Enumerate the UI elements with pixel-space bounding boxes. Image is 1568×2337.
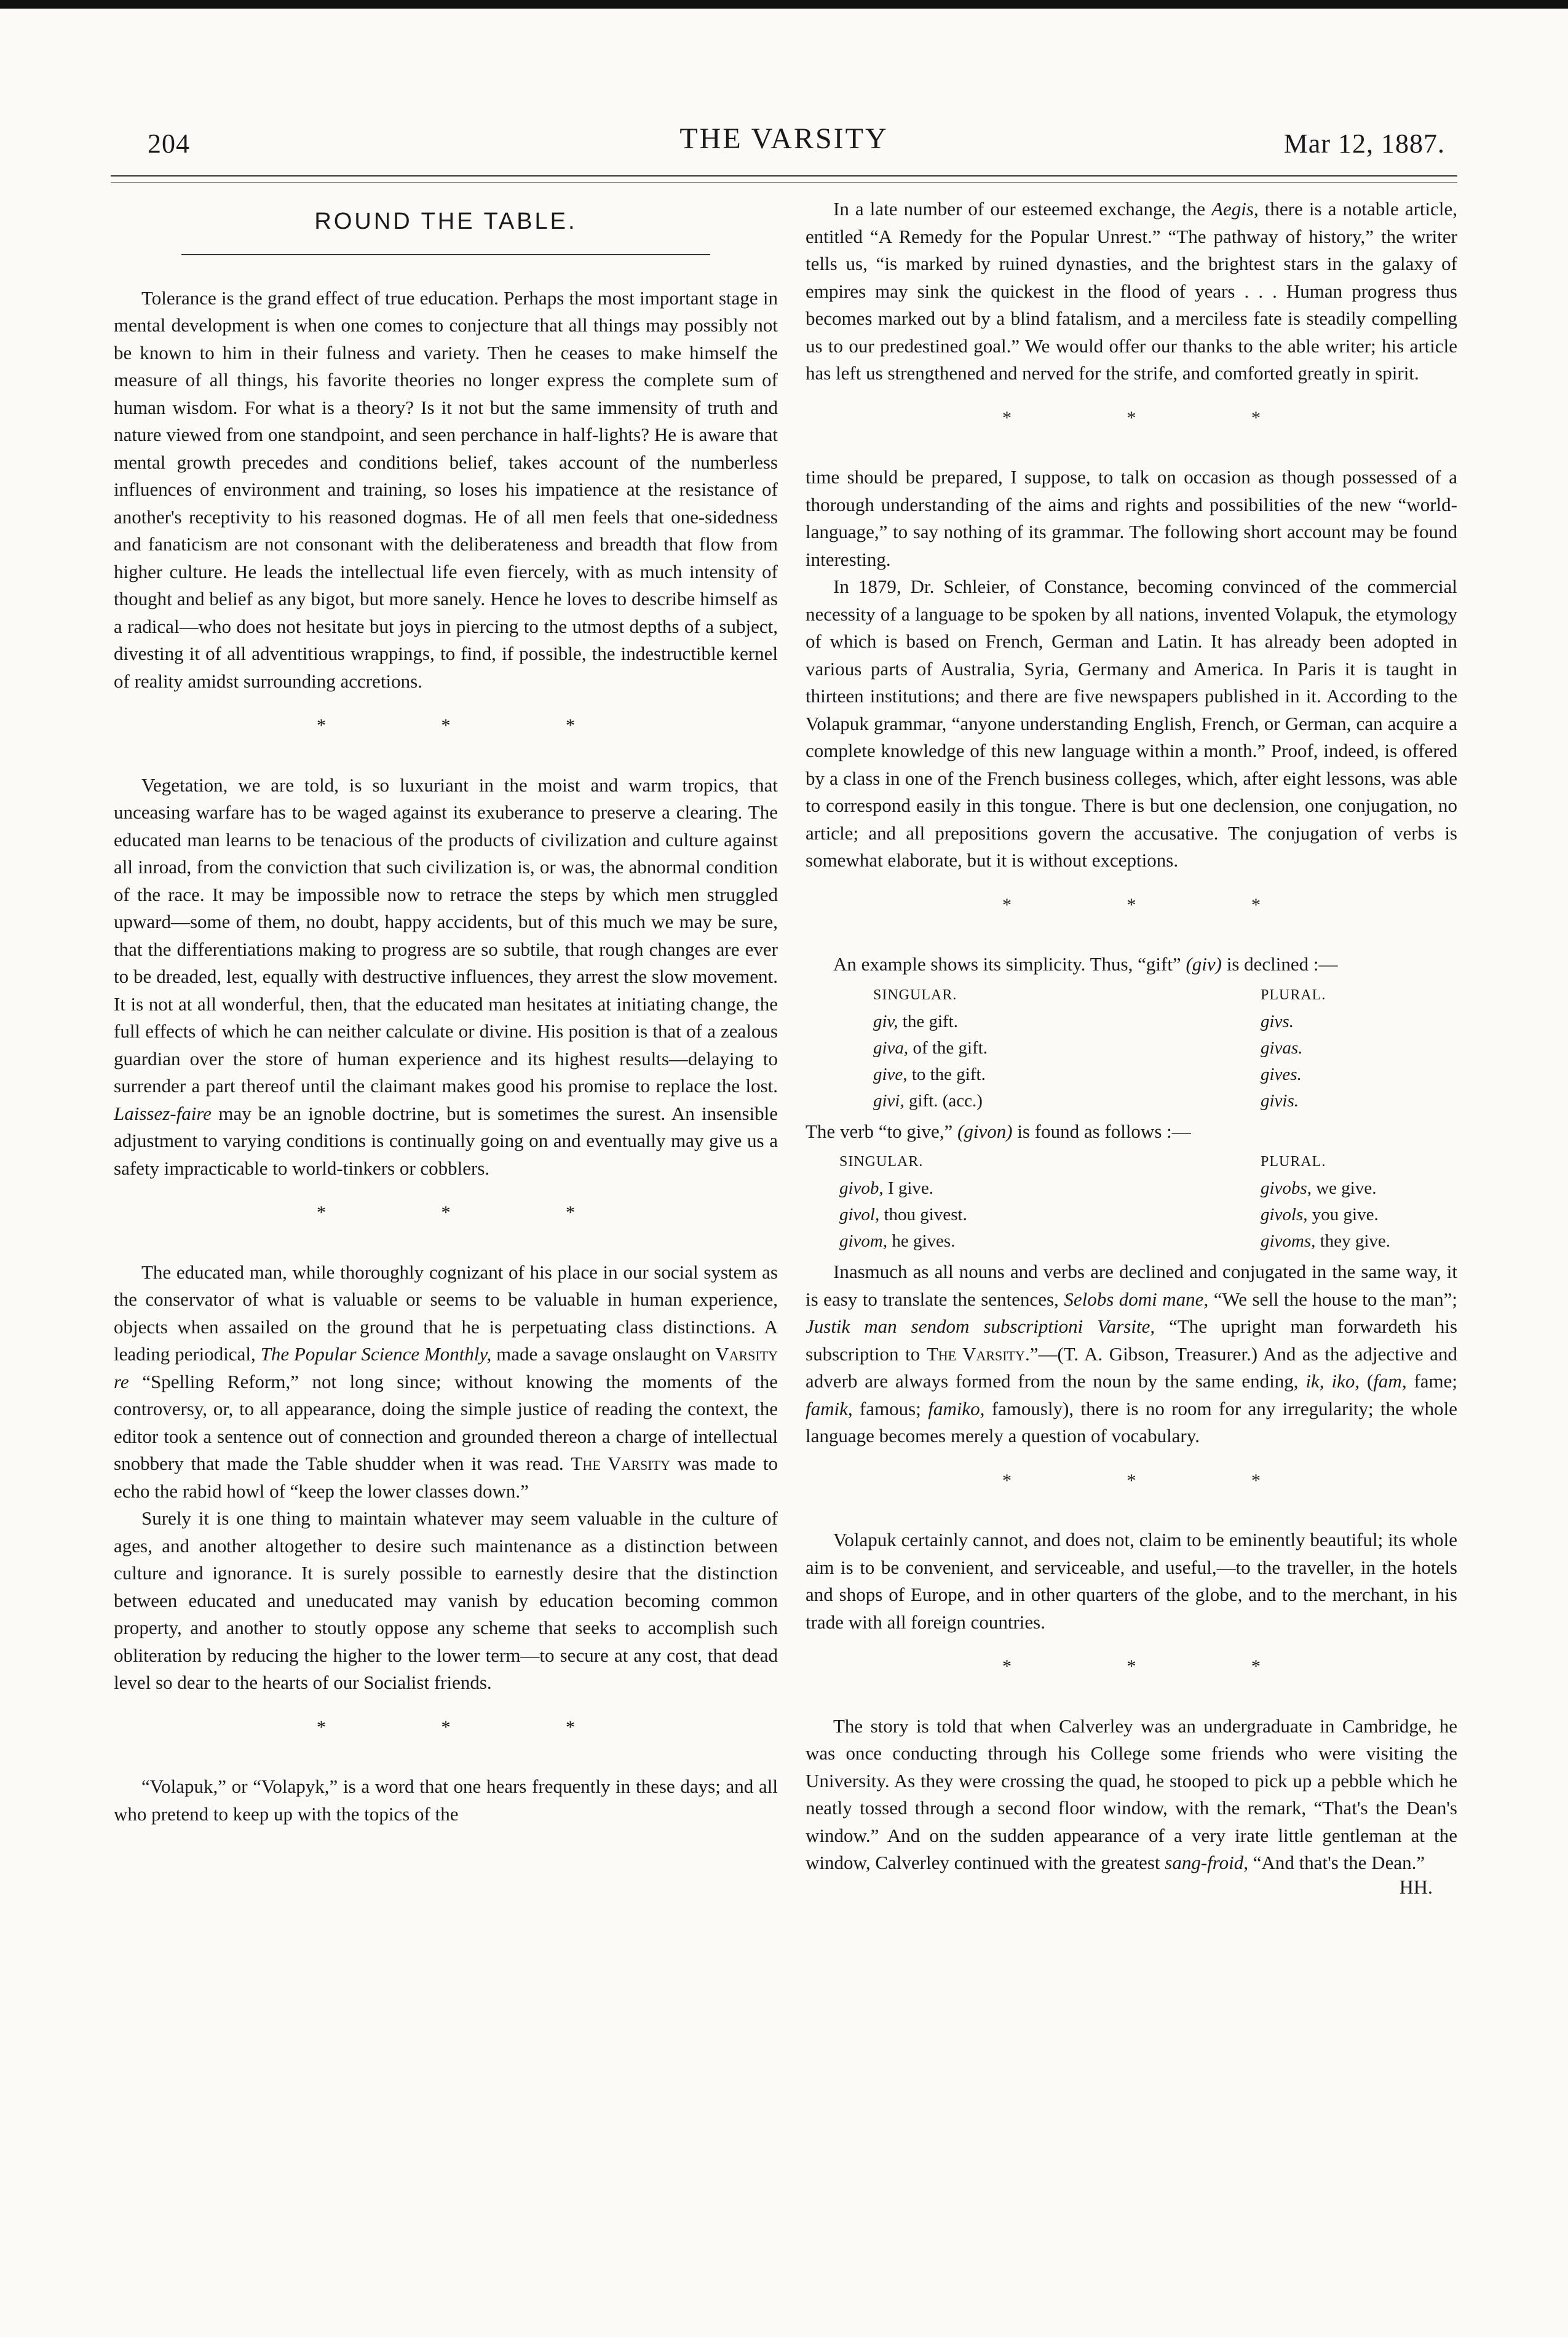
paragraph-example: An example shows its simplicity. Thus, “gift” (giv) is declined :— [833, 953, 1338, 975]
masthead-title: THE VARSITY [679, 122, 889, 155]
separator: * * * [317, 1716, 630, 1737]
issue-date: Mar 12, 1887. [1283, 129, 1445, 159]
paragraph-surely: Surely it is one thing to maintain whatever may seem valuable in the culture of ages, and another altogether to desire such maintenance as a distinction between culture and ignorance. It is surely possible to earnestly desire that the distinction between educated and uneducated may vanish by education becoming common property, and another to stoutly oppose any scheme that seeks to accomplish such obliteration by reducing the higher to the lower term—to secure at any cost, that dead level so dear to the hearts of our Socialist friends. [114, 1507, 778, 1693]
separator: * * * [1002, 894, 1316, 915]
paragraph-schleier: In 1879, Dr. Schleier, of Constance, becoming convinced of the commercial necessity of a language to be spoken by all nations, invented Volapuk, the etymology of which is based on French, German and Latin. It has already been adopted in various parts of Australia, Syria, Germany and America. In Paris it is taught in thirteen institutions; and there are five newspapers published in it. According to the Volapuk grammar, “anyone understanding English, French, or German, can acquire a complete knowledge of this new language within a month.” Proof, indeed, is offered by a class in one of the French business colleges, which, after eight lessons, was able to correspond easily in this tongue. There is but one declension, one conjugation, no article; and all prepositions govern the accusative. The conjugation of verbs is somewhat elaborate, but it is without exceptions. [806, 576, 1457, 871]
paragraph-volapuk-aim: Volapuk certainly cannot, and does not, claim to be eminently beautiful; its whole aim is to be convenient, and serviceable, and useful,—to the traveller, in the hotels and shops of Europe, and in other quarters of the globe, and to the merchant, in his trade with all foreign countries. [806, 1529, 1457, 1633]
declension-plural-header: PLURAL. [1261, 986, 1326, 1003]
signature: HH. [1399, 1875, 1433, 1898]
section-rule [181, 254, 710, 255]
section-title: ROUND THE TABLE. [314, 208, 577, 234]
declension-row: givi, gift. (acc.) [873, 1090, 983, 1111]
paragraph-educated-man: The educated man, while thoroughly cognizant of his place in our social system as the conservator of what is valuable or seems to be valuable in human experience, objects when assailed on the ground that he is perpetuating class distinctions. A leading periodical, The Popular Science Monthly, made a savage onslaught on Varsity re “Spelling Reform,” not long since; without knowing the moments of the controversy, or, to all appearance, doing the simple justice of reading the context, the editor took a sentence out of connection and grounded thereon a charge of intellectual snobbery that made the Table shudder when it was read. The Varsity was made to echo the rabid howl of “keep the lower classes down.” [114, 1261, 778, 1502]
paragraph-inasmuch: Inasmuch as all nouns and verbs are declined and conjugated in the same way, it is easy to translate the sentences, Selobs domi mane, “We sell the house to the man”; Justik man sendom subscriptioni Varsite, “The upright man forwardeth his subscription to The Varsity.”—(T. A. Gibson, Treasurer.) And as the adjective and adverb are always formed from the noun by the same ending, ik, iko, (fam, fame; famik, famous; famiko, famously), there is no room for any irregularity; the whole language becomes merely a question of vocabulary. [806, 1261, 1458, 1446]
right-column [806, 196, 1457, 1900]
conjugation-plural: givoms, they give. [1261, 1231, 1391, 1251]
conjugation-singular-header: SINGULAR. [839, 1154, 924, 1170]
paragraph-tolerance: Tolerance is the grand effect of true education. Perhaps the most important stage in mental development is when one comes to conjecture that all things may possibly not be known to him in their fulness and variety. Then he ceases to make himself the measure of all things, his favorite theories no longer express the complete sum of human wisdom. For what is a theory? Is it not but the same immensity of truth and nature viewed from one standpoint, and seen perchance in half-lights? He is aware that mental growth precedes and conditions belief, takes account of the numberless influences of environment and training, so loses his impatience at the resistance of another's receptivity to his reasoned dogmas. He of all men feels that one-sidedness and fanaticism are not consonant with the deliberateness and breadth that flow from higher culture. He leads the intellectual life even fiercely, with as much intensity of thought and belief as any bigot, but more sanely. Hence he loves to describe himself as a radical—who does not hesitate but joys in piercing to the utmost depths of a subject, divesting it of all adventitious wrappings, to find, if possible, the indestructible kernel of reality amidst surrounding accretions. [114, 287, 778, 692]
separator: * * * [1002, 1470, 1316, 1491]
paragraph-calverley: The story is told that when Calverley was an undergraduate in Cambridge, he was once conducting through his College some friends who were visiting the University. As they were crossing the quad, he stooped to pick up a pebble which he neatly tossed through a second floor window, with the remark, “That's the Dean's window.” And on the sudden appearance of a very irate little gentleman at the window, Calverley continued with the greatest sang-froid, “And that's the Dean.” [806, 1715, 1457, 1873]
separator: * * * [1002, 407, 1316, 428]
declension-plural: givis. [1261, 1090, 1299, 1111]
page-top-edge [0, 0, 1568, 9]
page-number: 204 [148, 129, 190, 159]
conjugation-table [806, 1149, 1457, 1255]
declension-row: giva, of the gift. [873, 1038, 988, 1058]
conjugation-plural: givols, you give. [1261, 1205, 1379, 1224]
verb-intro: The verb “to give,” (givon) is found as follows :— [806, 1120, 1191, 1142]
declension-singular-header: SINGULAR. [873, 986, 957, 1003]
declension-table [806, 982, 1457, 1114]
paragraph-vegetation: Vegetation, we are told, is so luxuriant in the moist and warm tropics, that unceasing warfare has to be waged against its exuberance to preserve a clearing. The educated man learns to be tenacious of the products of civilization and culture against all inroad, from the conviction that such civilization is, or was, the abnormal condition of the race. It may be impossible now to retrace the steps by which men struggled upward—some of them, no doubt, happy accidents, but of this much we may be sure, that the differentiations making to progress are so subtile, that rough changes are ever to be dreaded, lest, equally with destructive influences, they arrest the slow movement. It is not at all wonderful, then, that the educated man hesitates at initiating change, the full effects of which he can neither calculate or divine. His position is that of a zealous guardian over the store of human experience and its highest results—delaying to surrender a part thereof until the claimant makes good his promise to replace the lost. Laissez-faire may be an ignoble doctrine, but is sometimes the surest. An insensible adjustment to varying conditions is continually going on and eventually may give us a safety impracticable to world-tinkers or cobblers. [114, 774, 778, 1179]
left-column [114, 203, 778, 1828]
separator: * * * [317, 715, 630, 736]
separator: * * * [1002, 1656, 1316, 1676]
paragraph-aegis: In a late number of our esteemed exchange, the Aegis, there is a notable article, entitled “A Remedy for the Popular Unrest.” “The pathway of history,” the writer tells us, “is marked by ruined dynasties, and the brightest stars in the galaxy of empires may sink the quickest in the flood of years . . . Human progress thus becomes marked out by a blind fatalism, and a merciless fate is steadily compelling us to our predestined goal.” We would offer our thanks to the able writer; his article has left us strengthened and nerved for the strife, and comforted greatly in spirit. [806, 198, 1458, 384]
conjugation-row: givom, he gives. [839, 1231, 956, 1251]
page-header [123, 122, 1445, 171]
conjugation-plural: givobs, we give. [1261, 1178, 1377, 1198]
conjugation-plural-header: PLURAL. [1261, 1154, 1326, 1170]
conjugation-row: givob, I give. [839, 1178, 934, 1198]
separator: * * * [317, 1202, 630, 1223]
header-rule-thin [111, 182, 1457, 183]
paragraph-volapuk-intro: “Volapuk,” or “Volapyk,” is a word that one hears frequently in these days; and all who pretend to keep up with the topics of the [114, 1776, 778, 1825]
declension-row: giv, the gift. [873, 1011, 958, 1031]
header-rule [111, 175, 1457, 177]
declension-plural: gives. [1261, 1064, 1302, 1084]
declension-row: give, to the gift. [873, 1064, 986, 1084]
conjugation-row: givol, thou givest. [839, 1205, 967, 1224]
declension-plural: givas. [1261, 1038, 1303, 1058]
paragraph-world-language: time should be prepared, I suppose, to talk on occasion as though possessed of a thorough understanding of the aims and rights and possibilities of the new “world-language,” to say nothing of its grammar. The following short account may be found interesting. [806, 466, 1457, 570]
declension-plural: givs. [1261, 1011, 1294, 1031]
